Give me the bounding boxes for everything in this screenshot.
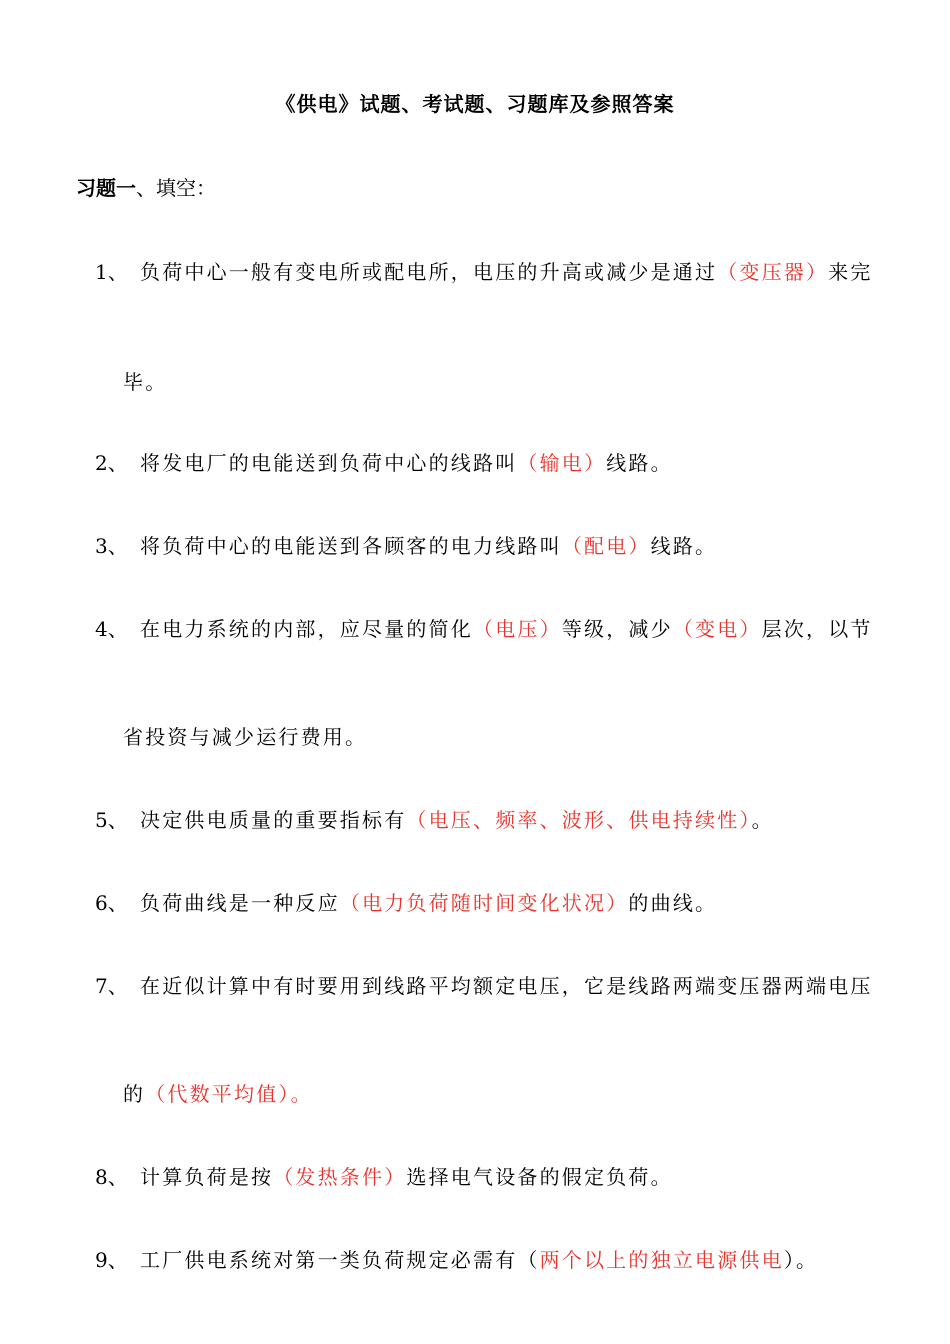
answer-text: （电力负荷随时间变化状况） xyxy=(339,891,629,915)
answer-text: （代数平均值）。 xyxy=(145,1082,313,1106)
item-text: 。 xyxy=(751,808,774,832)
document-title: 《供电》试题、考试题、习题库及参照答案 xyxy=(275,92,675,116)
item-number: 6、 xyxy=(95,891,128,915)
item-text: 线路。 xyxy=(650,534,718,558)
item-text: 工厂供电系统对第一类负荷规定必需有（ xyxy=(140,1248,540,1272)
item-text: 将发电厂的电能送到负荷中心的线路叫 xyxy=(140,451,518,475)
item-number: 7、 xyxy=(95,974,128,998)
item-continuation xyxy=(123,1078,313,1107)
list-item xyxy=(140,256,880,285)
item-text: 的曲线。 xyxy=(628,891,718,915)
answer-text: （电压） xyxy=(473,617,562,641)
answer-text: （输电） xyxy=(517,451,607,475)
list-item xyxy=(140,447,880,476)
item-number: 8、 xyxy=(95,1165,128,1189)
answer-text: （电压、频率、波形、供电持续性） xyxy=(406,808,752,832)
list-item xyxy=(140,804,880,833)
section-heading xyxy=(76,172,216,201)
item-text: 的 xyxy=(123,1082,146,1106)
list-item xyxy=(140,887,880,916)
item-text: 负荷曲线是一种反应 xyxy=(140,891,340,915)
list-item xyxy=(140,530,880,559)
answer-text: （发热条件） xyxy=(273,1165,407,1189)
list-item xyxy=(140,613,880,642)
list-item xyxy=(140,970,880,999)
item-text: 负荷中心一般有变电所或配电所，电压的升高或减少是通过 xyxy=(140,260,718,284)
item-text: 等级，减少 xyxy=(561,617,673,641)
item-text: 线路。 xyxy=(606,451,673,475)
item-number: 2、 xyxy=(95,451,128,475)
item-number: 4、 xyxy=(95,617,128,641)
item-number: 1、 xyxy=(95,260,128,284)
list-item xyxy=(140,1244,880,1273)
answer-text: 两个以上的独立电源供电 xyxy=(539,1248,784,1272)
section-heading-bold: 习题一 xyxy=(76,176,136,200)
item-number: 3、 xyxy=(95,534,128,558)
item-text: 选择电气设备的假定负荷。 xyxy=(406,1165,673,1189)
answer-text: （变压器） xyxy=(717,260,829,284)
item-text: 决定供电质量的重要指标有 xyxy=(140,808,407,832)
item-continuation: 毕。 xyxy=(123,370,168,394)
answer-text: （配电） xyxy=(561,534,651,558)
item-text: 在电力系统的内部，应尽量的简化 xyxy=(140,617,473,641)
item-text: 来完 xyxy=(828,260,873,284)
item-text: ）。 xyxy=(783,1248,819,1272)
item-text: 层次，以节 xyxy=(761,617,873,641)
item-text: 计算负荷是按 xyxy=(140,1165,274,1189)
item-text: 将负荷中心的电能送到各顾客的电力线路叫 xyxy=(140,534,562,558)
list-item xyxy=(140,1161,880,1190)
item-continuation: 省投资与减少运行费用。 xyxy=(123,725,368,749)
item-number: 5、 xyxy=(95,808,128,832)
item-text: 在近似计算中有时要用到线路平均额定电压，它是线路两端变压器两端电压 xyxy=(140,974,873,998)
section-heading-rest: 、填空： xyxy=(136,176,216,200)
answer-text: （变电） xyxy=(672,617,762,641)
item-number: 9、 xyxy=(95,1248,128,1272)
